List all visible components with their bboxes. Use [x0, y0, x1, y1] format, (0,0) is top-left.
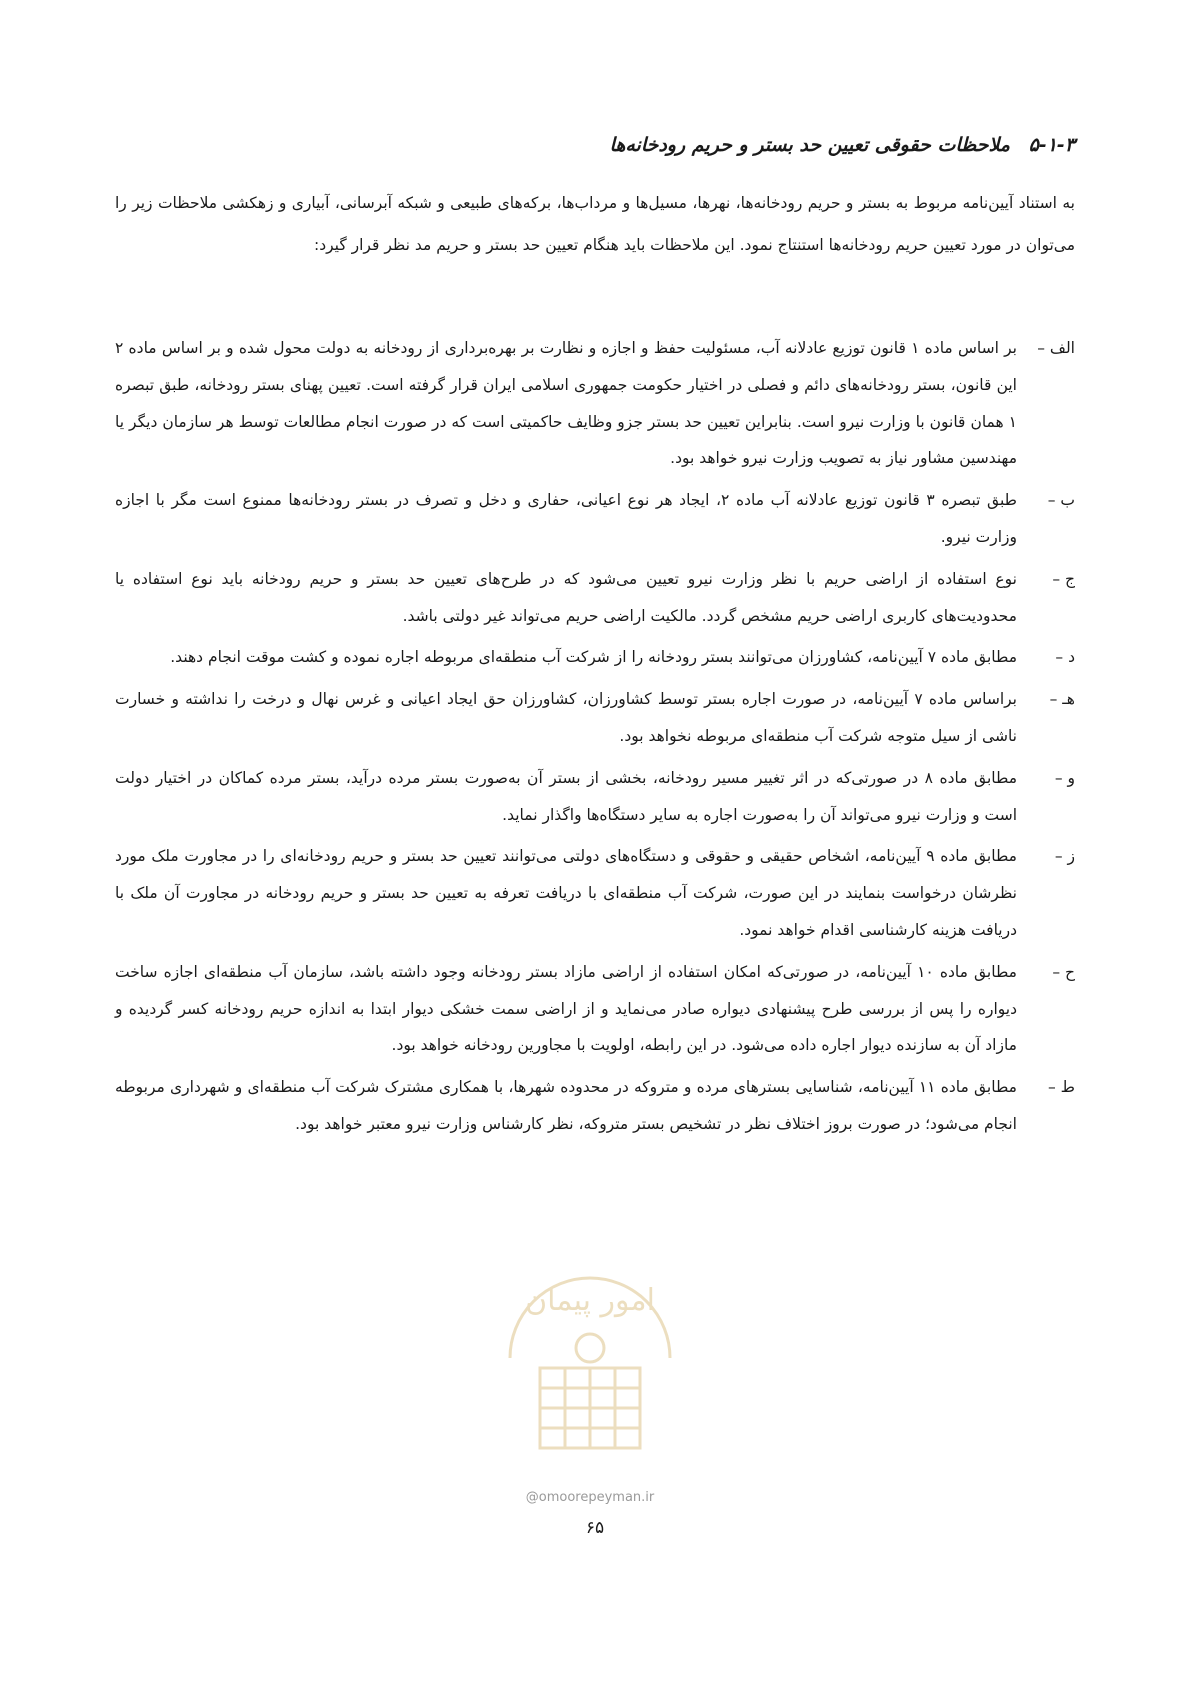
item-label: الف –	[1037, 339, 1075, 357]
item-text: مطابق ماده ۷ آیین‌نامه، کشاورزان می‌توانند بستر رودخانه را از شرکت آب منطقه‌ای مربوطه اجاره نموده و کشت موقت انجام دهند.	[170, 648, 1017, 667]
watermark-brand: امور پیمان	[525, 1283, 655, 1318]
item-label: و –	[1054, 768, 1075, 787]
item-text: طبق تبصره ۳ قانون توزیع عادلانه آب ماده ۲، ایجاد هر نوع اعیانی، حفاری و دخل و تصرف در بستر رودخانه‌ها ممنوع است مگر با اجازه وزارت نیرو.	[115, 491, 1017, 546]
list-item	[115, 639, 1075, 676]
item-label: هـ –	[1049, 690, 1075, 709]
item-text: بر اساس ماده ۱ قانون توزیع عادلانه آب، مسئولیت حفظ و اجازه و نظارت بر بهره‌برداری از رودخانه به دولت محول شده و بر اساس ماده ۲ این قانون، بستر رودخانه‌های دائم و فصلی در اختیار حکومت جمهوری اسلامی ایران قرار گرفته است. تعیین پهنای بستر رودخانه، طبق تبصره ۱ همان قانون با وزارت نیرو است. بنابراین تعیین حد بستر جزو وظایف حاکمیتی است که در صورت انجام مطالعات توسط هر سازمان دیگر یا مهندسین مشاور نیاز به تصویب وزارت نیرو خواهد بود.	[115, 339, 1017, 468]
section-heading	[115, 130, 1075, 160]
item-label: ز –	[1054, 847, 1075, 866]
list-item	[115, 681, 1075, 755]
list-item	[115, 561, 1075, 635]
section-title: ملاحظات حقوقی تعیین حد بستر و حریم رودخانه‌ها	[609, 134, 1010, 156]
page-number: ۶۵	[585, 1518, 605, 1538]
item-label: ح –	[1052, 962, 1075, 981]
item-label: د –	[1055, 648, 1075, 667]
section-number: ۵-۱-۳	[1028, 134, 1075, 156]
watermark-logo	[470, 1238, 710, 1478]
list-item	[115, 760, 1075, 834]
item-label: ب –	[1047, 491, 1075, 510]
list-item	[115, 482, 1075, 556]
list-item	[115, 838, 1075, 948]
item-text: براساس ماده ۷ آیین‌نامه، در صورت اجاره بستر توسط کشاورزان، کشاورزان حق ایجاد اعیانی و غرس نهال و درخت را نداشته و خسارت ناشی از سیل متوجه شرکت آب منطقه‌ای مربوطه نخواهد بود.	[115, 690, 1017, 745]
list-item	[115, 330, 1075, 477]
item-text: مطابق ماده ۸ در صورتی‌که در اثر تغییر مسیر رودخانه، بخشی از بستر آن به‌صورت بستر مرده درآید، بستر مرده کماکان در اختیار دولت است و وزارت نیرو می‌تواند آن را به‌صورت اجاره به سایر دستگاه‌ها واگذار نماید.	[115, 768, 1017, 824]
list-item	[115, 954, 1075, 1064]
item-text: مطابق ماده ۹ آیین‌نامه، اشخاص حقیقی و حقوقی و دستگاه‌های دولتی می‌توانند تعیین حد بستر و حریم رودخانه‌ای را در مجاورت ملک مورد نظرشان درخواست بنمایند در این صورت، شرکت آب منطقه‌ای با دریافت تعرفه به تعیین حد بستر و حریم رودخانه در مجاورت آن ملک با دریافت هزینه کارشناسی اقدام خواهد نمود.	[115, 847, 1017, 939]
item-text: مطابق ماده ۱۱ آیین‌نامه، شناسایی بسترهای مرده و متروکه در محدوده شهرها، با همکاری مشترک شرکت آب منطقه‌ای و شهرداری مربوطه انجام می‌شود؛ در صورت بروز اختلاف نظر در تشخیص بستر متروکه، نظر کارشناس وزارت نیرو معتبر خواهد بود.	[115, 1078, 1017, 1133]
intro-paragraph: به استناد آیین‌نامه مربوط به بستر و حریم رودخانه‌ها، نهرها، مسیل‌ها و مرداب‌ها، برکه‌های طبیعی و شبکه آبرسانی، آبیاری و زهکشی ملاحظات زیر را می‌توان در مورد تعیین حریم رودخانه‌ها استنتاج نمود. این ملاحظات باید هنگام تعیین حد بستر و حریم مد نظر قرار گیرد:	[115, 194, 1075, 254]
item-label: ج –	[1052, 569, 1075, 588]
item-text: مطابق ماده ۱۰ آیین‌نامه، در صورتی‌که امکان استفاده از اراضی مازاد بستر رودخانه وجود داشته باشد، سازمان آب منطقه‌ای اجازه ساخت دیواره را پس از بررسی طرح پیشنهادی دیواره صادر می‌نماید و از اراضی سمت خشکی دیوار ابتدا به اندازه حریم رودخانه کسر گردیده و مازاد آن به سازنده دیوار اجاره داده می‌شود. در این رابطه، اولویت با مجاورین رودخانه خواهد بود.	[115, 962, 1017, 1055]
item-text: نوع استفاده از اراضی حریم با نظر وزارت نیرو تعیین می‌شود که در طرح‌های تعیین حد بستر و حریم رودخانه باید نوع استفاده یا محدودیت‌های کاربری اراضی حریم مشخص گردد. مالکیت اراضی حریم می‌تواند غیر دولتی باشد.	[115, 569, 1017, 625]
considerations-list	[115, 330, 1075, 1148]
list-item	[115, 1069, 1075, 1143]
watermark-url: @omoorepeyman.ir	[525, 1490, 655, 1505]
item-label: ط –	[1047, 1078, 1075, 1097]
